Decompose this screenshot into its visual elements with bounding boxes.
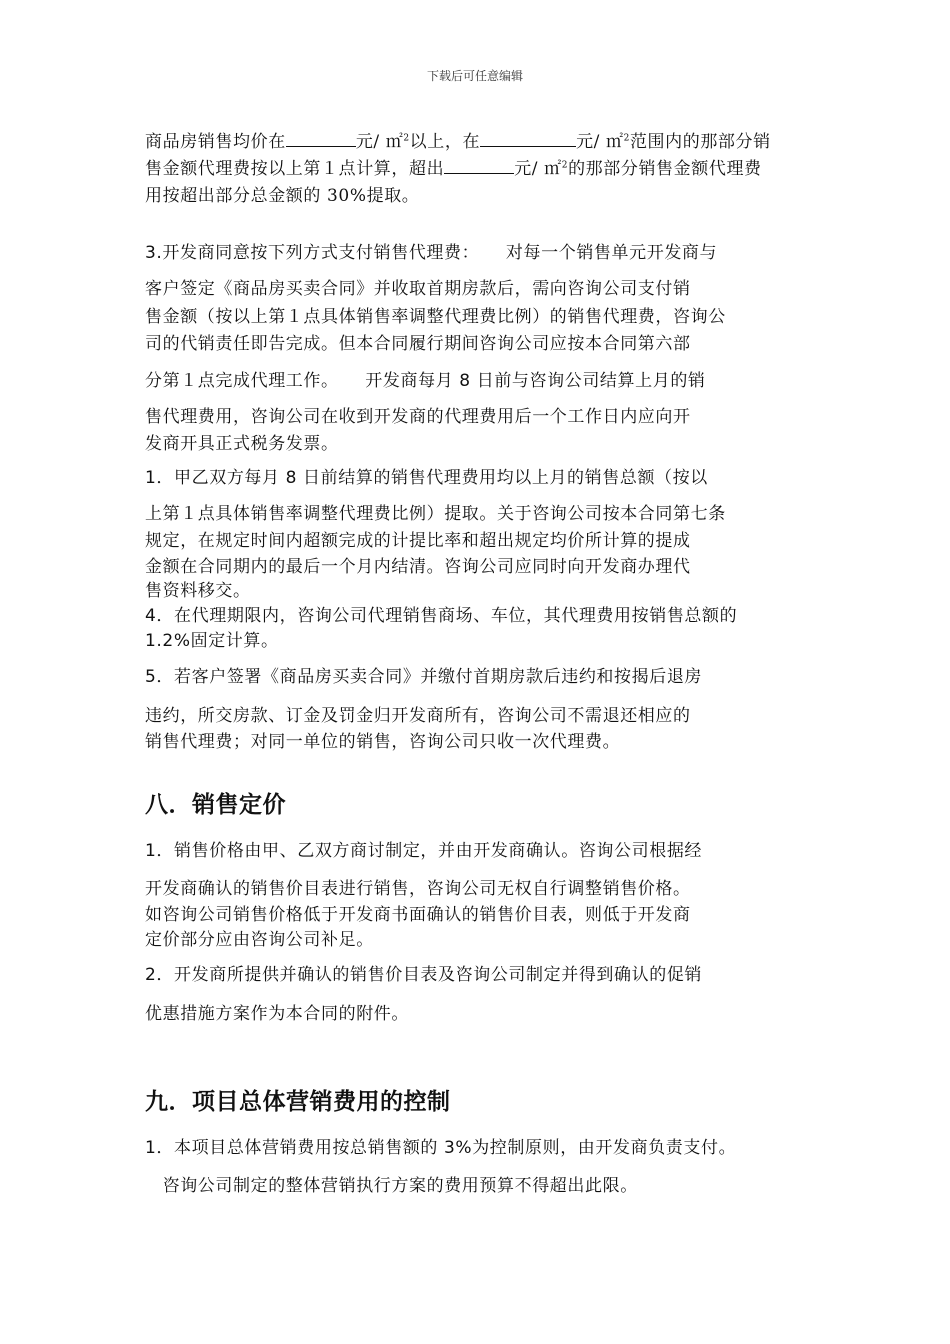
- payment-line-7: 发商开具正式税务发票。: [145, 434, 339, 454]
- text-run: 商品房销售均价在: [145, 132, 286, 152]
- superscript: 2: [403, 133, 410, 144]
- payment-line-4: 司的代销责任即告完成。但本合同履行期间咨询公司应按本合同第六部: [145, 334, 691, 354]
- text-run: 范围内的那部分销: [629, 132, 771, 152]
- section-9-item-1-line-2: 咨询公司制定的整体营销执行方案的费用预算不得超出此限。: [145, 1176, 638, 1196]
- unit-label: 元/ ㎡: [514, 159, 562, 179]
- payment-item-1-line-1: 1．甲乙双方每月 8 日前结算的销售代理费用均以上月的销售总额（按以: [145, 468, 708, 488]
- payment-item-5-line-2: 违约，所交房款、订金及罚金归开发商所有，咨询公司不需退还相应的: [145, 706, 691, 726]
- section-9-item-1-line-1: 1．本项目总体营销费用按总销售额的 3%为控制原则，由开发商负责支付。: [145, 1138, 737, 1158]
- section-8-item-1-line-2: 开发商确认的销售价目表进行销售，咨询公司无权自行调整销售价格。: [145, 879, 691, 899]
- section-8-item-2-line-1: 2．开发商所提供并确认的销售价目表及咨询公司制定并得到确认的促销: [145, 965, 703, 985]
- price-paragraph-line-1: [145, 127, 771, 152]
- payment-item-5-line-3: 销售代理费；对同一单位的销售，咨询公司只收一次代理费。: [145, 732, 621, 752]
- payment-line-6: 售代理费用，咨询公司在收到开发商的代理费用后一个工作日内应向开: [145, 407, 691, 427]
- superscript: 2: [561, 160, 569, 171]
- section-8-item-1-line-3: 如咨询公司销售价格低于开发商书面确认的销售价目表，则低于开发商: [145, 905, 691, 925]
- payment-line-1: 3.开发商同意按下列方式支付销售代理费： 对每一个销售单元开发商与: [145, 243, 718, 263]
- blank-field-3: [444, 158, 514, 174]
- payment-line-2: 客户签定《商品房买卖合同》并收取首期房款后，需向咨询公司支付销: [145, 279, 691, 299]
- section-8-item-1-line-4: 定价部分应由咨询公司补足。: [145, 930, 374, 950]
- payment-item-1-line-2: 上第１点具体销售率调整代理费比例）提取。关于咨询公司按本合同第七条: [145, 504, 726, 524]
- superscript: 2: [623, 133, 630, 144]
- payment-item-4-line-2: 1.2%固定计算。: [145, 631, 279, 651]
- price-paragraph-line-3: 用按超出部分总金额的 30%提取。: [145, 186, 420, 206]
- payment-line-3: 售金额（按以上第１点具体销售率调整代理费比例）的销售代理费，咨询公: [145, 307, 726, 327]
- text-run: 以上，在: [409, 132, 481, 152]
- page-header: 下载后可任意编辑: [426, 69, 523, 83]
- section-8-item-2-line-2: 优惠措施方案作为本合同的附件。: [145, 1004, 409, 1024]
- section-9-heading: 九．项目总体营销费用的控制: [145, 1089, 451, 1115]
- blank-field-1: [286, 131, 356, 147]
- section-8-item-1-line-1: 1．销售价格由甲、乙双方商讨制定，并由开发商确认。咨询公司根据经: [145, 841, 703, 861]
- blank-field-2: [480, 131, 576, 147]
- unit-label: 元/ ㎡: [576, 132, 624, 152]
- price-paragraph-line-2: [145, 154, 762, 179]
- payment-item-1-line-4: 金额在合同期内的最后一个月内结清。咨询公司应同时向开发商办理代: [145, 557, 691, 577]
- payment-item-5-line-1: 5．若客户签署《商品房买卖合同》并缴付首期房款后违约和按揭后退房: [145, 667, 703, 687]
- text-run: 售金额代理费按以上第１点计算，超出: [145, 159, 445, 179]
- unit-label: 元/ ㎡: [355, 132, 404, 152]
- payment-line-5: 分第１点完成代理工作。 开发商每月 8 日前与咨询公司结算上月的销: [145, 371, 706, 391]
- payment-item-4-line-1: 4．在代理期限内，咨询公司代理销售商场、车位，其代理费用按销售总额的: [145, 606, 738, 626]
- section-8-heading: 八．销售定价: [145, 792, 286, 818]
- payment-item-1-line-5: 售资料移交。: [145, 581, 251, 601]
- text-run: 的那部分销售金额代理费: [568, 159, 762, 179]
- payment-item-1-line-3: 规定，在规定时间内超额完成的计提比率和超出规定均价所计算的提成: [145, 531, 691, 551]
